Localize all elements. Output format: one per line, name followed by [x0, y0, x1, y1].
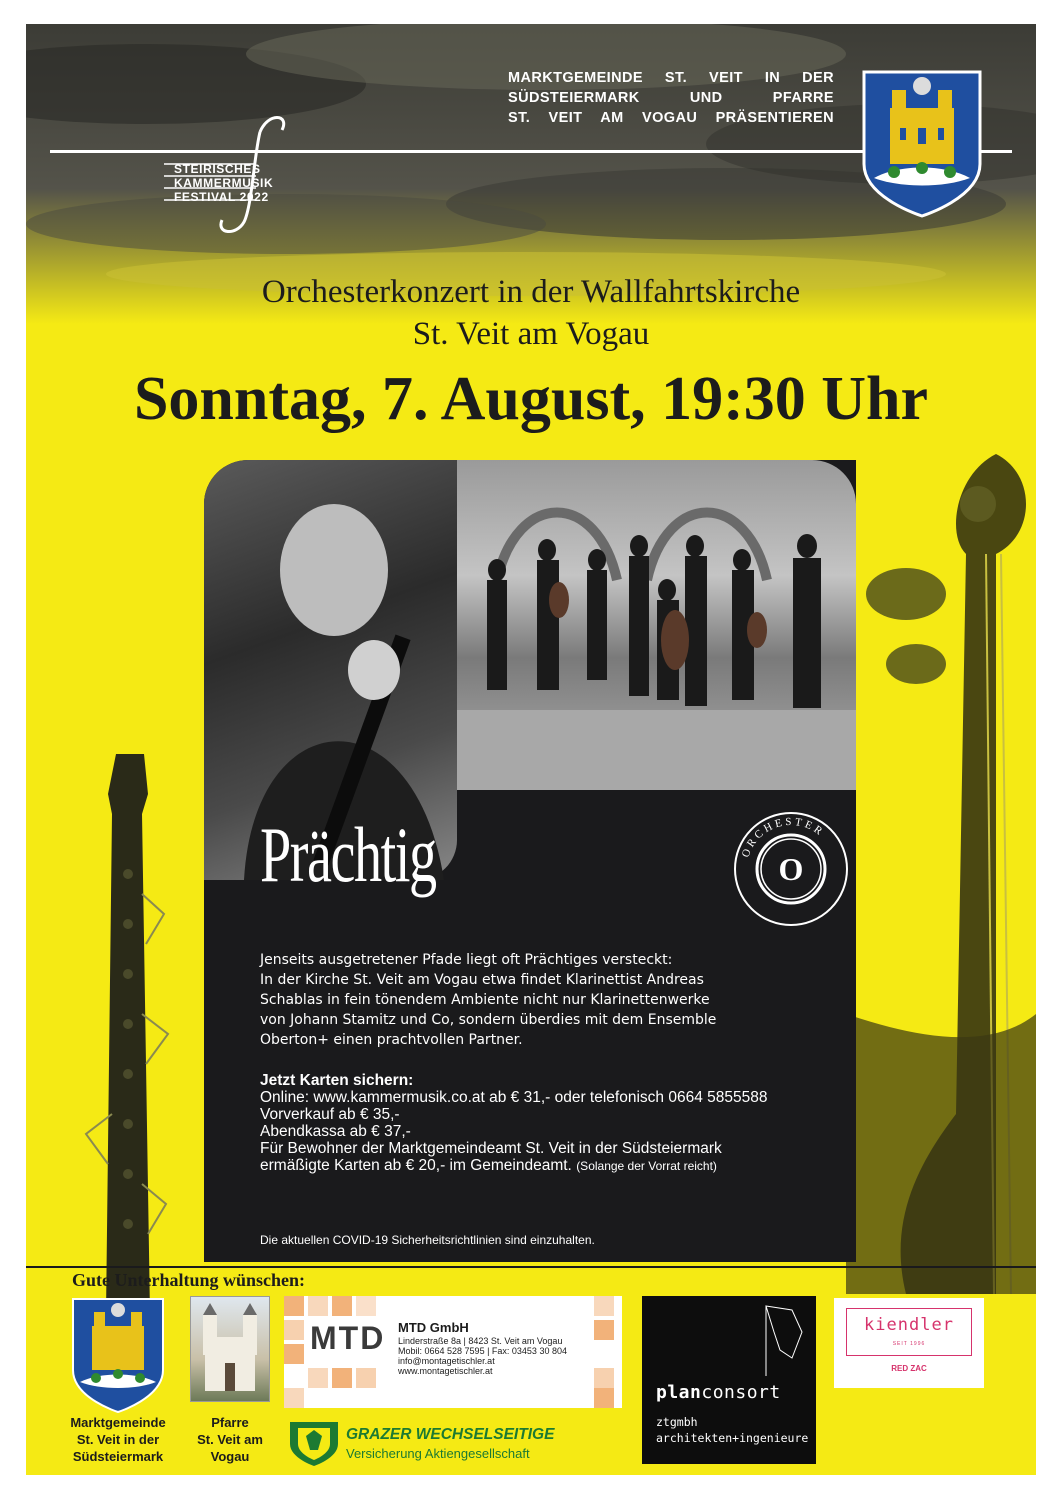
kiendler-redzac: RED ZAC: [891, 1364, 927, 1373]
mtd-contact-line: info@montagetischler.at: [398, 1356, 495, 1366]
panel-title: Prächtig: [260, 811, 436, 898]
description-line: In der Kirche St. Veit am Vogau etwa findet Klarinettist Andreas: [260, 972, 704, 988]
municipality-crest-small-icon: [70, 1296, 166, 1414]
ensemble-photo: [457, 460, 856, 790]
parish-label-line: Vogau: [210, 1449, 250, 1464]
footer-divider: [26, 1266, 1036, 1268]
tickets-box-office: Abendkassa ab € 37,-: [260, 1123, 411, 1140]
description-line: Oberton+ einen prachtvollen Partner.: [260, 1032, 523, 1048]
festival-line: FESTIVAL 2022: [174, 190, 269, 204]
planconsort-subtitle-line: ztgmbh: [656, 1415, 698, 1429]
poster: [26, 24, 1036, 1475]
planconsort-name-rest: consort: [701, 1382, 781, 1403]
mtd-contact-line: www.montagetischler.at: [398, 1366, 493, 1376]
municipality-label: [46, 1414, 190, 1465]
grawe-subtitle: Versicherung Aktiengesellschaft: [346, 1446, 530, 1461]
municipality-crest-icon: [860, 68, 984, 218]
festival-line: STEIRISCHES: [174, 162, 261, 176]
tickets-online: Online: www.kammermusik.co.at ab € 31,- oder telefonisch 0664 5855588: [260, 1089, 768, 1106]
tickets-heading: Jetzt Karten sichern:: [260, 1072, 414, 1089]
planconsort-subtitle: [656, 1414, 808, 1446]
festival-line: KAMMERMUSIK: [174, 176, 274, 190]
mtd-logo-text: MTD: [310, 1320, 386, 1356]
ensemble-illustration: [457, 460, 856, 790]
presents-line: ST. VEIT AM VOGAU PRÄSENTIEREN: [508, 110, 834, 126]
tickets-residents-discount: ermäßigte Karten ab € 20,- im Gemeindeamt.: [260, 1157, 572, 1174]
presents-text: [508, 68, 834, 128]
mtd-contact: [398, 1336, 567, 1376]
parish-label-line: Pfarre: [211, 1415, 249, 1430]
tickets-presale: Vorverkauf ab € 35,-: [260, 1106, 400, 1123]
planconsort-sponsor: [642, 1296, 816, 1464]
concert-panel: [204, 460, 856, 1262]
mtd-company-name: MTD GmbH: [398, 1320, 469, 1335]
orchester-seal-icon: [732, 810, 850, 928]
kiendler-logo-box: [846, 1308, 972, 1356]
description-line: Jenseits ausgetretener Pfade liegt oft Prächtiges versteckt:: [260, 952, 673, 968]
parish-label: [178, 1414, 282, 1465]
description-line: Schablas in fein tönendem Ambiente nicht nur Klarinettenwerke: [260, 992, 710, 1008]
planconsort-name: [656, 1382, 781, 1403]
seal-ring-text: ORCHESTER: [739, 815, 827, 860]
seal-letter: O: [778, 851, 804, 887]
municipality-label-line: Südsteiermark: [72, 1449, 164, 1464]
grawe-name: GRAZER WECHSELSEITIGE: [346, 1426, 555, 1443]
mtd-contact-line: Mobil: 0664 528 7595 | Fax: 03453 30 804: [398, 1346, 567, 1356]
kiendler-sponsor: [834, 1298, 984, 1388]
concert-date: Sonntag, 7. August, 19:30 Uhr: [133, 365, 929, 433]
church-illustration: [191, 1297, 269, 1401]
tickets-note: (Solange der Vorrat reicht): [576, 1159, 717, 1173]
festival-name: [174, 162, 273, 204]
concert-description: [260, 950, 840, 1050]
mtd-sponsor: [284, 1296, 622, 1408]
presents-line: MARKTGEMEINDE ST. VEIT IN DER: [508, 70, 834, 86]
church-photo: [190, 1296, 270, 1402]
mtd-contact-line: Linderstraße 8a | 8423 St. Veit am Vogau: [398, 1336, 563, 1346]
planconsort-eagle-icon: [642, 1296, 816, 1376]
municipality-label-line: St. Veit in der: [76, 1432, 160, 1447]
concert-title: Orchesterkonzert in der Wallfahrtskirche: [261, 274, 801, 310]
description-line: von Johann Stamitz und Co, sondern überdies mit dem Ensemble: [260, 1012, 717, 1028]
covid-notice: Die aktuellen COVID-19 Sicherheitsrichtlinien sind einzuhalten.: [260, 1233, 595, 1247]
tickets-residents: Für Bewohner der Marktgemeindeamt St. Veit in der Südsteiermark: [260, 1140, 722, 1157]
kiendler-name: kiendler: [864, 1315, 954, 1335]
cello-image: [846, 454, 1036, 1294]
sponsor-heading: Gute Unterhaltung wünschen:: [72, 1270, 306, 1290]
municipality-label-line: Marktgemeinde: [70, 1415, 166, 1430]
presents-line: SÜDSTEIERMARK UND PFARRE: [508, 90, 834, 106]
concert-location: St. Veit am Vogau: [412, 316, 650, 352]
parish-label-line: St. Veit am: [197, 1432, 263, 1447]
planconsort-name-bold: plan: [656, 1382, 702, 1403]
clarinet-image: [46, 754, 206, 1314]
kiendler-since: SEIT 1996: [892, 1341, 926, 1347]
planconsort-subtitle-line: architekten+ingenieure: [656, 1431, 809, 1445]
ticket-info: [260, 1072, 850, 1175]
